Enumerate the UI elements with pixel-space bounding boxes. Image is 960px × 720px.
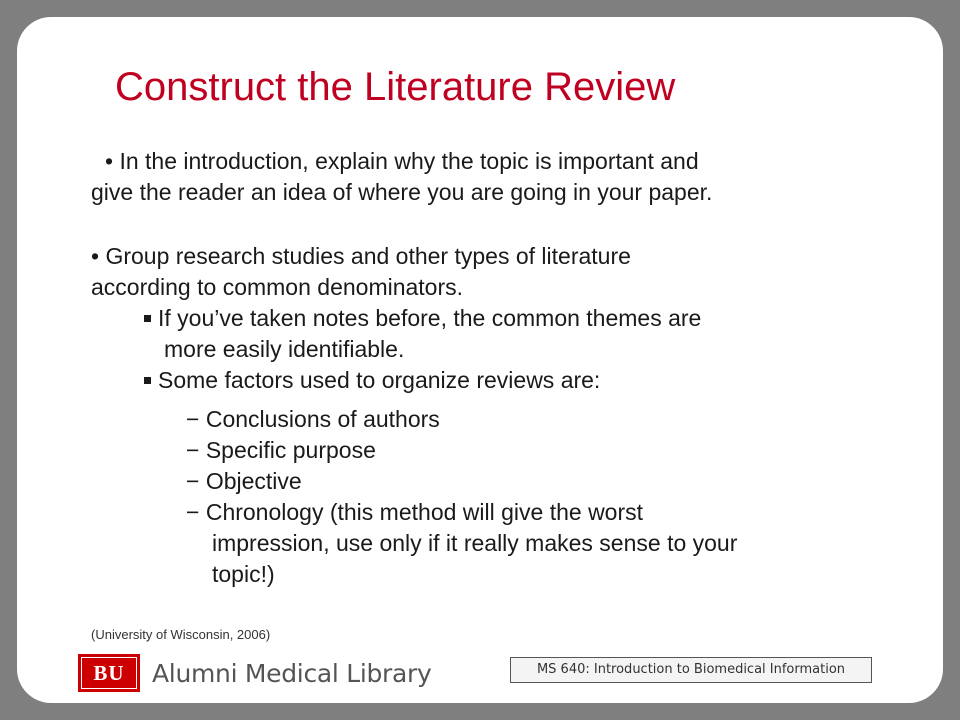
bullet-2-line-1 — [91, 241, 631, 272]
factor-item-text: Conclusions of authors — [205, 406, 440, 432]
factor-item-text: impression, use only if it really makes sense to your — [212, 530, 738, 556]
bullet-1-line-2 — [91, 177, 712, 208]
factor-item-text: topic!) — [212, 561, 275, 587]
factor-item — [186, 435, 376, 466]
square-bullet-icon — [144, 315, 151, 322]
bullet-1-text-2: give the reader an idea of where you are going in your paper. — [91, 179, 713, 205]
factor-item-chronology — [186, 497, 643, 528]
bullet-2-text-2: according to common denominators. — [91, 274, 464, 300]
library-name: Alumni Medical Library — [152, 658, 432, 688]
sub-bullet-2-line-1 — [144, 365, 600, 396]
bullet-2-line-2 — [91, 272, 463, 303]
factor-item-text: Chronology (this method will give the worst — [205, 499, 644, 525]
factor-item-chronology-line-3 — [212, 559, 275, 590]
bu-logo-mark — [78, 654, 140, 692]
slide — [17, 17, 943, 703]
bu-logo-text: BU — [81, 657, 137, 689]
factor-item-chronology-line-2 — [212, 528, 737, 559]
bullet-1-text-1: In the introduction, explain why the topic is important and — [119, 148, 699, 174]
citation: (University of Wisconsin, 2006) — [91, 627, 271, 642]
sub-bullet-1-text-2: more easily identifiable. — [164, 336, 405, 362]
square-bullet-icon — [144, 377, 151, 384]
dash-icon: − — [186, 437, 200, 463]
slide-title: Construct the Literature Review — [115, 65, 676, 109]
sub-bullet-1-line-1 — [144, 303, 701, 334]
dash-icon: − — [186, 468, 200, 494]
sub-bullet-1-text-1: If you’ve taken notes before, the common themes are — [158, 305, 702, 331]
library-logo — [78, 649, 432, 697]
course-label: MS 640: Introduction to Biomedical Information — [510, 657, 872, 683]
bullet-1-line-1 — [105, 146, 699, 177]
factor-item-text: Specific purpose — [205, 437, 376, 463]
sub-bullet-1-line-2 — [164, 334, 404, 365]
dash-icon: − — [186, 499, 200, 525]
factor-item-text: Objective — [205, 468, 302, 494]
factor-item — [186, 404, 440, 435]
factor-item — [186, 466, 302, 497]
bullet-dot-icon: • — [105, 148, 114, 174]
dash-icon: − — [186, 406, 200, 432]
bullet-dot-icon: • — [91, 243, 100, 269]
sub-bullet-2-text-1: Some factors used to organize reviews are: — [158, 367, 601, 393]
bullet-2-text-1: Group research studies and other types of literature — [105, 243, 631, 269]
